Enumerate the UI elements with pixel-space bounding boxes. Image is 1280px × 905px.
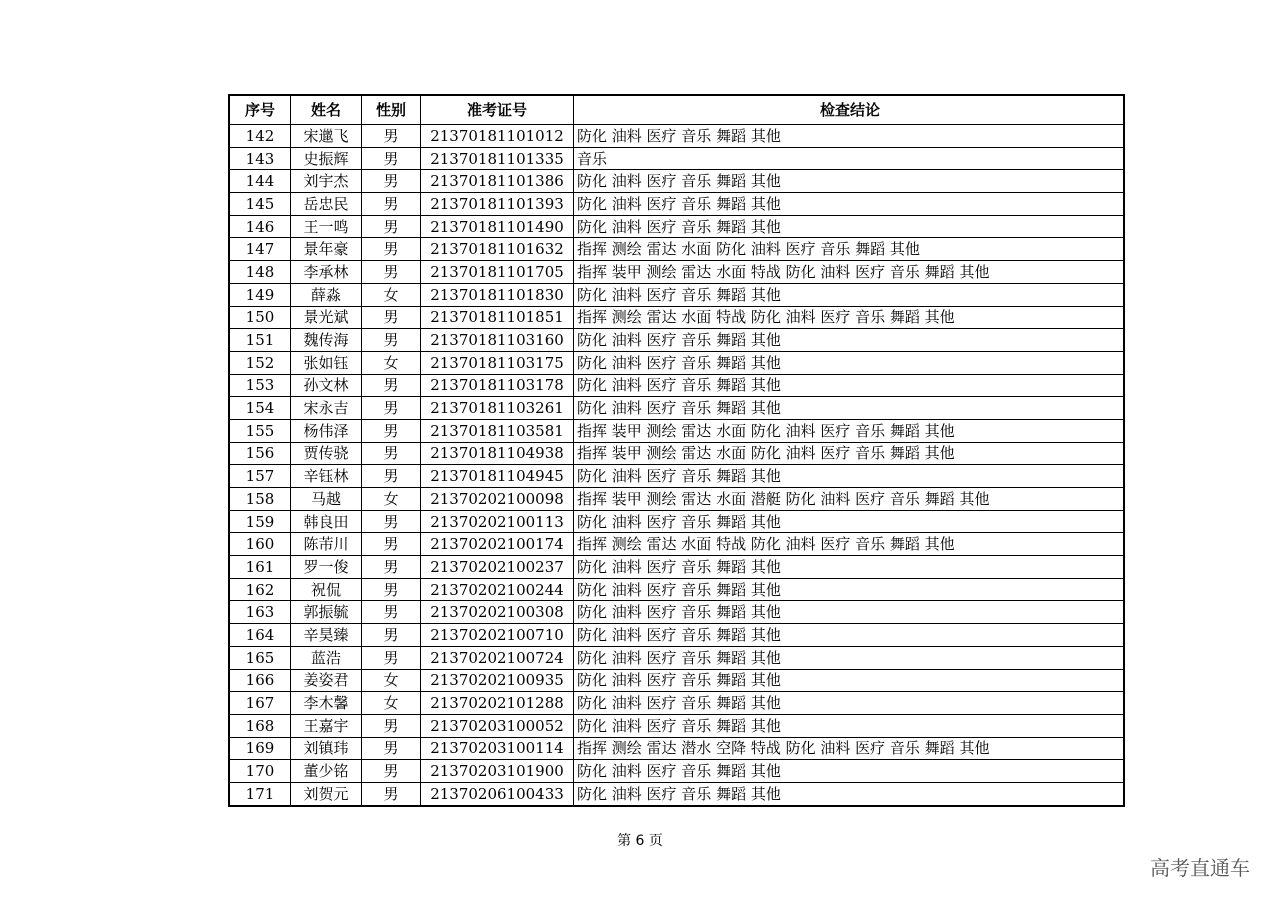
row-exam-id: 21370181101393: [421, 193, 574, 216]
table-row: [229, 578, 1124, 601]
row-gender: 男: [362, 714, 421, 737]
row-result: 防化 油料 医疗 音乐 舞蹈 其他: [574, 578, 1125, 601]
row-gender: 女: [362, 351, 421, 374]
row-name: 刘镇玮: [291, 737, 362, 760]
row-gender: 男: [362, 578, 421, 601]
row-result: 防化 油料 医疗 音乐 舞蹈 其他: [574, 782, 1125, 805]
row-result: 防化 油料 医疗 音乐 舞蹈 其他: [574, 510, 1125, 533]
row-result: 防化 油料 医疗 音乐 舞蹈 其他: [574, 397, 1125, 420]
row-seq: 147: [229, 238, 291, 261]
row-result: 防化 油料 医疗 音乐 舞蹈 其他: [574, 283, 1125, 306]
row-result: 防化 油料 医疗 音乐 舞蹈 其他: [574, 692, 1125, 715]
row-seq: 158: [229, 488, 291, 511]
row-exam-id: 21370202100113: [421, 510, 574, 533]
table-row: [229, 442, 1124, 465]
row-result: 防化 油料 医疗 音乐 舞蹈 其他: [574, 601, 1125, 624]
header-gender: 性别: [362, 95, 421, 125]
row-exam-id: 21370202100710: [421, 624, 574, 647]
row-exam-id: 21370202101288: [421, 692, 574, 715]
row-name: 宋邋飞: [291, 125, 362, 148]
row-seq: 157: [229, 465, 291, 488]
table-row: [229, 374, 1124, 397]
row-gender: 男: [362, 261, 421, 284]
row-name: 姜姿君: [291, 669, 362, 692]
row-exam-id: 21370181101705: [421, 261, 574, 284]
row-gender: 女: [362, 692, 421, 715]
row-gender: 男: [362, 510, 421, 533]
row-result: 指挥 测绘 雷达 水面 特战 防化 油料 医疗 音乐 舞蹈 其他: [574, 533, 1125, 556]
table-row: [229, 488, 1124, 511]
row-name: 罗一俊: [291, 556, 362, 579]
row-name: 辛昊臻: [291, 624, 362, 647]
row-exam-id: 21370202100935: [421, 669, 574, 692]
row-result: 防化 油料 医疗 音乐 舞蹈 其他: [574, 351, 1125, 374]
table-row: [229, 261, 1124, 284]
row-name: 辛钰林: [291, 465, 362, 488]
row-result: 指挥 装甲 测绘 雷达 水面 防化 油料 医疗 音乐 舞蹈 其他: [574, 442, 1125, 465]
row-seq: 149: [229, 283, 291, 306]
row-gender: 男: [362, 556, 421, 579]
row-exam-id: 21370181104945: [421, 465, 574, 488]
row-name: 魏传海: [291, 329, 362, 352]
row-gender: 男: [362, 215, 421, 238]
row-name: 祝侃: [291, 578, 362, 601]
table-row: [229, 397, 1124, 420]
row-name: 董少铭: [291, 760, 362, 783]
row-result: 防化 油料 医疗 音乐 舞蹈 其他: [574, 193, 1125, 216]
row-seq: 155: [229, 419, 291, 442]
table-row: [229, 556, 1124, 579]
table-row: [229, 215, 1124, 238]
row-seq: 152: [229, 351, 291, 374]
row-name: 李木馨: [291, 692, 362, 715]
row-seq: 151: [229, 329, 291, 352]
table-row: [229, 510, 1124, 533]
row-seq: 150: [229, 306, 291, 329]
row-result: 防化 油料 医疗 音乐 舞蹈 其他: [574, 556, 1125, 579]
row-seq: 169: [229, 737, 291, 760]
table-row: [229, 669, 1124, 692]
table-row: [229, 692, 1124, 715]
row-seq: 146: [229, 215, 291, 238]
row-name: 宋永吉: [291, 397, 362, 420]
row-exam-id: 21370181101012: [421, 125, 574, 148]
row-result: 防化 油料 医疗 音乐 舞蹈 其他: [574, 646, 1125, 669]
row-name: 王一鸣: [291, 215, 362, 238]
table-row: [229, 533, 1124, 556]
row-gender: 男: [362, 601, 421, 624]
row-gender: 男: [362, 737, 421, 760]
row-exam-id: 21370202100308: [421, 601, 574, 624]
row-exam-id: 21370181103261: [421, 397, 574, 420]
row-result: 指挥 装甲 测绘 雷达 水面 潜艇 防化 油料 医疗 音乐 舞蹈 其他: [574, 488, 1125, 511]
row-seq: 166: [229, 669, 291, 692]
row-exam-id: 21370181103581: [421, 419, 574, 442]
table-row: [229, 782, 1124, 805]
row-exam-id: 21370181101830: [421, 283, 574, 306]
row-gender: 男: [362, 193, 421, 216]
row-gender: 男: [362, 442, 421, 465]
row-seq: 164: [229, 624, 291, 647]
row-name: 杨伟泽: [291, 419, 362, 442]
row-exam-id: 21370202100237: [421, 556, 574, 579]
row-exam-id: 21370181101335: [421, 147, 574, 170]
row-result: 防化 油料 医疗 音乐 舞蹈 其他: [574, 714, 1125, 737]
table-row: [229, 329, 1124, 352]
row-seq: 142: [229, 125, 291, 148]
row-result: 指挥 测绘 雷达 水面 特战 防化 油料 医疗 音乐 舞蹈 其他: [574, 306, 1125, 329]
row-seq: 168: [229, 714, 291, 737]
row-seq: 143: [229, 147, 291, 170]
row-result: 指挥 装甲 测绘 雷达 水面 特战 防化 油料 医疗 音乐 舞蹈 其他: [574, 261, 1125, 284]
row-seq: 148: [229, 261, 291, 284]
row-exam-id: 21370202100098: [421, 488, 574, 511]
row-gender: 男: [362, 125, 421, 148]
table-row: [229, 125, 1124, 148]
row-name: 陈芾川: [291, 533, 362, 556]
row-exam-id: 21370203100052: [421, 714, 574, 737]
row-exam-id: 21370181101386: [421, 170, 574, 193]
table-row: [229, 419, 1124, 442]
header-name: 姓名: [291, 95, 362, 125]
row-gender: 女: [362, 669, 421, 692]
row-name: 韩良田: [291, 510, 362, 533]
row-result: 指挥 装甲 测绘 雷达 水面 防化 油料 医疗 音乐 舞蹈 其他: [574, 419, 1125, 442]
row-seq: 163: [229, 601, 291, 624]
row-seq: 167: [229, 692, 291, 715]
row-gender: 女: [362, 488, 421, 511]
row-exam-id: 21370203101900: [421, 760, 574, 783]
row-seq: 153: [229, 374, 291, 397]
table-row: [229, 193, 1124, 216]
row-seq: 160: [229, 533, 291, 556]
row-exam-id: 21370181101490: [421, 215, 574, 238]
table-body: [229, 125, 1124, 806]
watermark-text: 高考直通车: [1150, 856, 1250, 880]
table-row: [229, 170, 1124, 193]
row-result: 指挥 测绘 雷达 潜水 空降 特战 防化 油料 医疗 音乐 舞蹈 其他: [574, 737, 1125, 760]
row-seq: 171: [229, 782, 291, 805]
page-number: 第 6 页: [617, 833, 663, 849]
row-name: 王嘉宇: [291, 714, 362, 737]
row-name: 史振辉: [291, 147, 362, 170]
table-row: [229, 306, 1124, 329]
row-seq: 162: [229, 578, 291, 601]
row-result: 防化 油料 医疗 音乐 舞蹈 其他: [574, 465, 1125, 488]
row-seq: 161: [229, 556, 291, 579]
row-exam-id: 21370181101851: [421, 306, 574, 329]
row-name: 刘宇杰: [291, 170, 362, 193]
row-result: 防化 油料 医疗 音乐 舞蹈 其他: [574, 760, 1125, 783]
row-seq: 156: [229, 442, 291, 465]
row-gender: 女: [362, 283, 421, 306]
row-gender: 男: [362, 329, 421, 352]
row-name: 郭振毓: [291, 601, 362, 624]
row-name: 刘贺元: [291, 782, 362, 805]
table-row: [229, 714, 1124, 737]
row-name: 蓝浩: [291, 646, 362, 669]
table-row: [229, 238, 1124, 261]
row-exam-id: 21370181104938: [421, 442, 574, 465]
row-gender: 男: [362, 760, 421, 783]
row-result: 防化 油料 医疗 音乐 舞蹈 其他: [574, 215, 1125, 238]
row-gender: 男: [362, 419, 421, 442]
row-name: 景年豪: [291, 238, 362, 261]
row-result: 防化 油料 医疗 音乐 舞蹈 其他: [574, 125, 1125, 148]
row-result: 防化 油料 医疗 音乐 舞蹈 其他: [574, 624, 1125, 647]
table-row: [229, 760, 1124, 783]
table-row: [229, 147, 1124, 170]
row-gender: 男: [362, 465, 421, 488]
row-gender: 男: [362, 170, 421, 193]
row-exam-id: 21370203100114: [421, 737, 574, 760]
results-table: [228, 94, 1125, 807]
table-header-row: [229, 95, 1124, 125]
table-row: [229, 737, 1124, 760]
row-name: 岳忠民: [291, 193, 362, 216]
header-result: 检查结论: [574, 95, 1125, 125]
row-exam-id: 21370181103175: [421, 351, 574, 374]
table-row: [229, 283, 1124, 306]
row-exam-id: 21370202100244: [421, 578, 574, 601]
row-result: 防化 油料 医疗 音乐 舞蹈 其他: [574, 374, 1125, 397]
row-exam-id: 21370202100724: [421, 646, 574, 669]
table-row: [229, 646, 1124, 669]
table-row: [229, 601, 1124, 624]
row-name: 马越: [291, 488, 362, 511]
row-name: 贾传骁: [291, 442, 362, 465]
row-gender: 男: [362, 238, 421, 261]
row-result: 防化 油料 医疗 音乐 舞蹈 其他: [574, 329, 1125, 352]
row-seq: 170: [229, 760, 291, 783]
row-result: 音乐: [574, 147, 1125, 170]
row-seq: 165: [229, 646, 291, 669]
row-gender: 男: [362, 624, 421, 647]
row-seq: 154: [229, 397, 291, 420]
row-gender: 男: [362, 397, 421, 420]
row-exam-id: 21370202100174: [421, 533, 574, 556]
row-exam-id: 21370181103178: [421, 374, 574, 397]
row-name: 薛淼: [291, 283, 362, 306]
row-seq: 145: [229, 193, 291, 216]
row-gender: 男: [362, 782, 421, 805]
row-gender: 男: [362, 147, 421, 170]
row-result: 指挥 测绘 雷达 水面 防化 油料 医疗 音乐 舞蹈 其他: [574, 238, 1125, 261]
row-gender: 男: [362, 306, 421, 329]
row-name: 张如钰: [291, 351, 362, 374]
row-result: 防化 油料 医疗 音乐 舞蹈 其他: [574, 170, 1125, 193]
table-row: [229, 624, 1124, 647]
row-name: 孙文林: [291, 374, 362, 397]
row-exam-id: 21370206100433: [421, 782, 574, 805]
row-seq: 159: [229, 510, 291, 533]
row-gender: 男: [362, 533, 421, 556]
row-gender: 男: [362, 374, 421, 397]
row-name: 景光斌: [291, 306, 362, 329]
table-row: [229, 351, 1124, 374]
row-result: 防化 油料 医疗 音乐 舞蹈 其他: [574, 669, 1125, 692]
row-seq: 144: [229, 170, 291, 193]
row-gender: 男: [362, 646, 421, 669]
row-exam-id: 21370181103160: [421, 329, 574, 352]
header-exam-id: 准考证号: [421, 95, 574, 125]
row-name: 李承林: [291, 261, 362, 284]
header-seq: 序号: [229, 95, 291, 125]
table-row: [229, 465, 1124, 488]
row-exam-id: 21370181101632: [421, 238, 574, 261]
